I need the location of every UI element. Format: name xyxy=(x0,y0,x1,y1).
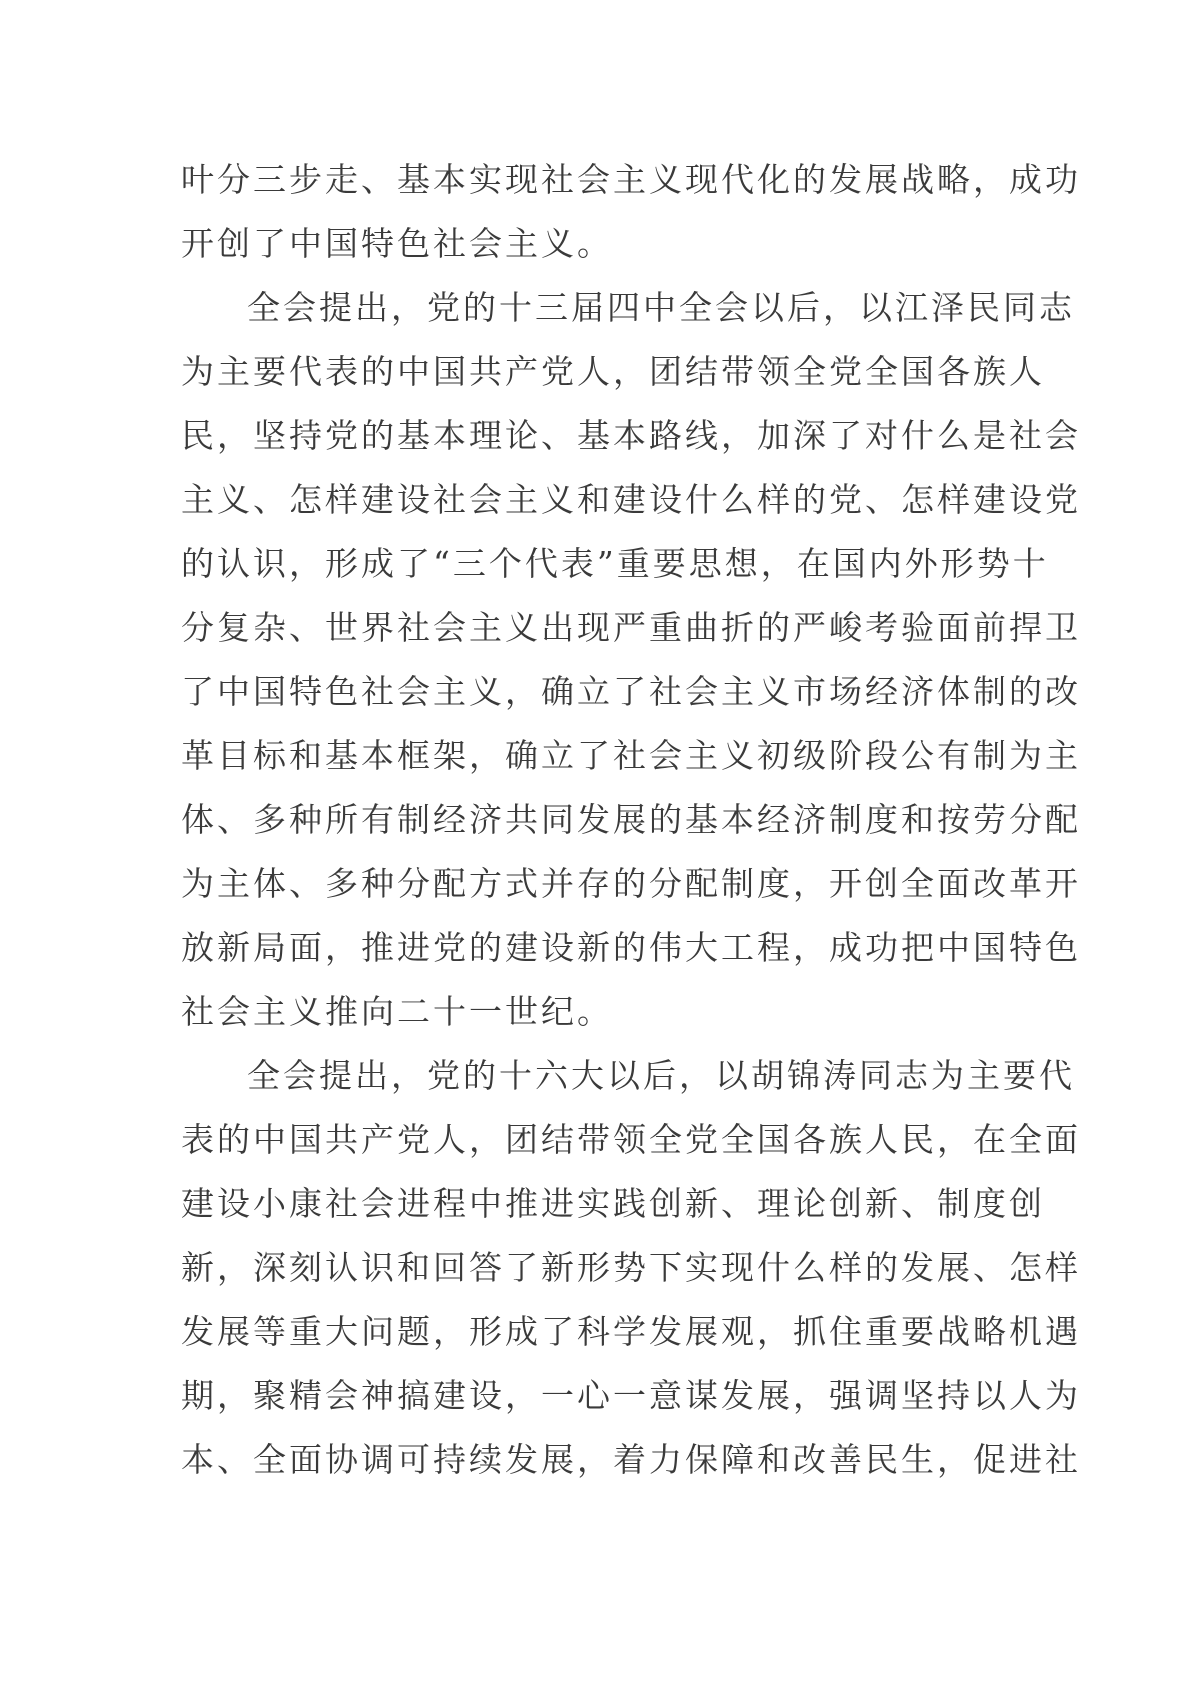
text-line: 民，坚持党的基本理论、基本路线，加深了对什么是社会 xyxy=(181,416,1081,455)
text-line: 为主要代表的中国共产党人，团结带领全党全国各族人 xyxy=(181,352,1045,391)
paragraph-3 xyxy=(181,1044,1081,1492)
text-line: 发展等重大问题，形成了科学发展观，抓住重要战略机遇 xyxy=(181,1312,1081,1351)
text-line: 建设小康社会进程中推进实践创新、理论创新、制度创 xyxy=(181,1184,1045,1223)
text-line: 表的中国共产党人，团结带领全党全国各族人民，在全面 xyxy=(181,1120,1081,1159)
text-line: 本、全面协调可持续发展，着力保障和改善民生，促进社 xyxy=(181,1440,1081,1479)
paragraph-2 xyxy=(181,276,1081,1044)
text-line: 社会主义推向二十一世纪。 xyxy=(181,992,613,1031)
text-line: 的认识，形成了“三个代表”重要思想，在国内外形势十 xyxy=(181,544,1049,583)
text-line: 开创了中国特色社会主义。 xyxy=(181,224,613,263)
body-text xyxy=(181,148,1081,1492)
text-line: 为主体、多种分配方式并存的分配制度，开创全面改革开 xyxy=(181,864,1081,903)
text-line: 期，聚精会神搞建设，一心一意谋发展，强调坚持以人为 xyxy=(181,1376,1081,1415)
text-line: 体、多种所有制经济共同发展的基本经济制度和按劳分配 xyxy=(181,800,1081,839)
text-line: 全会提出，党的十六大以后，以胡锦涛同志为主要代 xyxy=(247,1056,1075,1095)
text-line: 全会提出，党的十三届四中全会以后，以江泽民同志 xyxy=(247,288,1075,327)
text-line: 了中国特色社会主义，确立了社会主义市场经济体制的改 xyxy=(181,672,1081,711)
text-line: 放新局面，推进党的建设新的伟大工程，成功把中国特色 xyxy=(181,928,1081,967)
paragraph-1 xyxy=(181,148,1081,276)
text-line: 革目标和基本框架，确立了社会主义初级阶段公有制为主 xyxy=(181,736,1081,775)
text-line: 叶分三步走、基本实现社会主义现代化的发展战略，成功 xyxy=(181,160,1081,199)
text-line: 主义、怎样建设社会主义和建设什么样的党、怎样建设党 xyxy=(181,480,1081,519)
text-line: 分复杂、世界社会主义出现严重曲折的严峻考验面前捍卫 xyxy=(181,608,1081,647)
text-line: 新，深刻认识和回答了新形势下实现什么样的发展、怎样 xyxy=(181,1248,1081,1287)
